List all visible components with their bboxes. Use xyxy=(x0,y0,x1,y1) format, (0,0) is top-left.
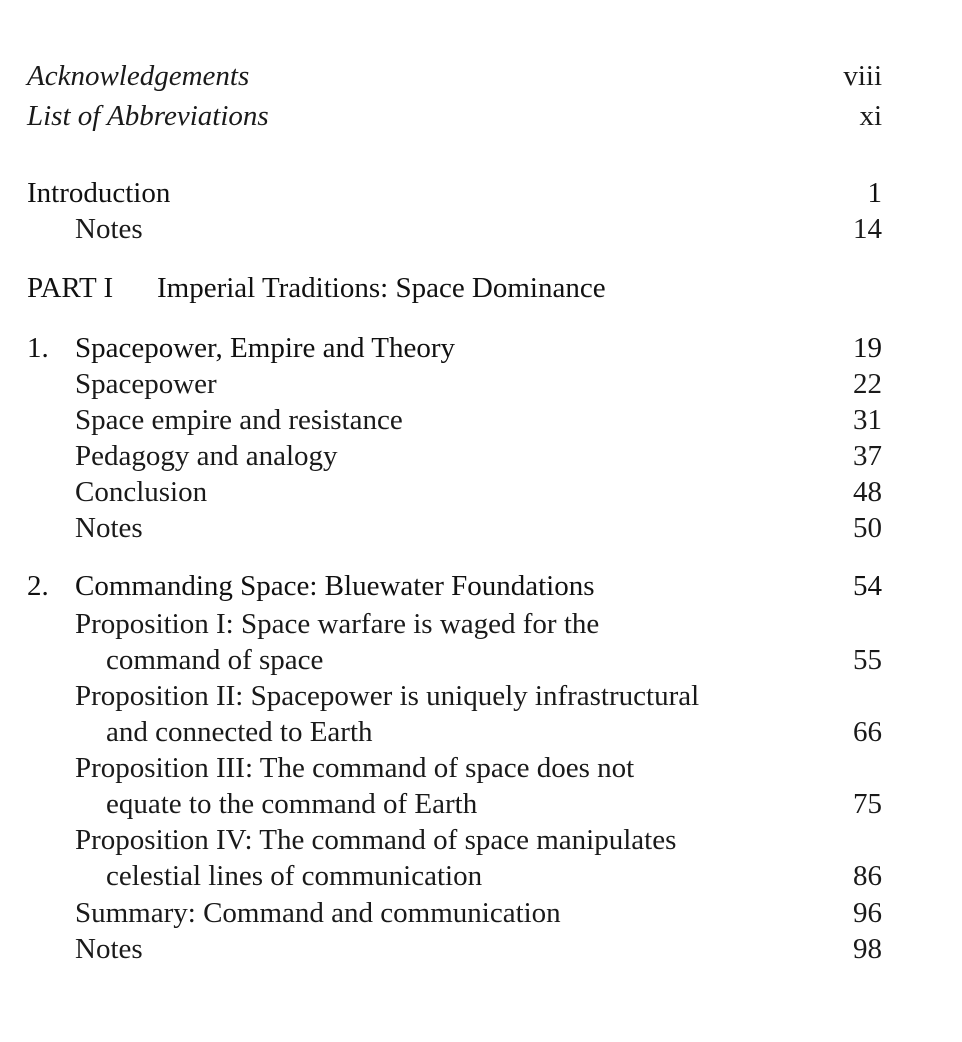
toc-entry-section xyxy=(0,366,962,402)
entry-title-continued: equate to the command of Earth xyxy=(106,788,478,820)
entry-title: Acknowledgements xyxy=(27,60,250,92)
chapter-title: Spacepower, Empire and Theory xyxy=(75,332,456,364)
toc-entry-chapter-1 xyxy=(0,330,962,366)
toc-entry-section xyxy=(0,402,962,438)
toc-entry-section-line2 xyxy=(0,642,962,678)
entry-title: Proposition II: Spacepower is uniquely infrastructural xyxy=(75,680,700,712)
entry-page: viii xyxy=(843,60,882,92)
entry-title: Proposition IV: The command of space manipulates xyxy=(75,824,677,856)
entry-title: Pedagogy and analogy xyxy=(75,440,338,472)
entry-title: Spacepower xyxy=(75,368,217,400)
toc-entry-section xyxy=(0,510,962,546)
part-title: Imperial Traditions: Space Dominance xyxy=(157,272,606,304)
toc-entry-section-line2 xyxy=(0,714,962,750)
toc-entry-section-line1 xyxy=(0,750,962,786)
entry-title: List of Abbreviations xyxy=(27,100,269,132)
part-label: PART I xyxy=(27,272,114,304)
toc-entry-introduction-notes xyxy=(0,211,962,247)
toc-entry-abbreviations xyxy=(0,98,962,134)
entry-page: 96 xyxy=(853,897,882,929)
toc-entry-section xyxy=(0,438,962,474)
part-heading xyxy=(0,270,962,306)
entry-title: Notes xyxy=(75,213,143,245)
entry-title: Proposition III: The command of space does not xyxy=(75,752,635,784)
entry-page: 66 xyxy=(853,716,882,748)
entry-page: 14 xyxy=(853,213,882,245)
chapter-title: Commanding Space: Bluewater Foundations xyxy=(75,570,595,602)
toc-entry-section xyxy=(0,474,962,510)
toc-entry-chapter-2-notes xyxy=(0,931,962,967)
toc-entry-chapter-2 xyxy=(0,568,962,604)
toc-entry-section-line1 xyxy=(0,606,962,642)
entry-title-continued: command of space xyxy=(106,644,324,676)
entry-title: Notes xyxy=(75,512,143,544)
entry-page: 54 xyxy=(853,570,882,602)
entry-page: 31 xyxy=(853,404,882,436)
chapter-number: 2. xyxy=(27,570,49,602)
toc-entry-acknowledgements xyxy=(0,58,962,94)
entry-page: 75 xyxy=(853,788,882,820)
entry-page: 86 xyxy=(853,860,882,892)
chapter-number: 1. xyxy=(27,332,49,364)
entry-page: 98 xyxy=(853,933,882,965)
entry-title-continued: celestial lines of communication xyxy=(106,860,483,892)
entry-title: Notes xyxy=(75,933,143,965)
entry-page: 37 xyxy=(853,440,882,472)
entry-page: xi xyxy=(859,100,882,132)
entry-title-continued: and connected to Earth xyxy=(106,716,373,748)
entry-page: 19 xyxy=(853,332,882,364)
toc-entry-introduction xyxy=(0,175,962,211)
entry-page: 55 xyxy=(853,644,882,676)
entry-title: Conclusion xyxy=(75,476,208,508)
toc-entry-section-line2 xyxy=(0,786,962,822)
entry-title: Space empire and resistance xyxy=(75,404,403,436)
entry-title: Summary: Command and communication xyxy=(75,897,561,929)
toc-entry-section-line2 xyxy=(0,858,962,894)
entry-title: Introduction xyxy=(27,177,171,209)
entry-page: 1 xyxy=(867,177,882,209)
toc-entry-summary xyxy=(0,895,962,931)
toc-entry-section-line1 xyxy=(0,822,962,858)
entry-page: 50 xyxy=(853,512,882,544)
entry-page: 22 xyxy=(853,368,882,400)
entry-title: Proposition I: Space warfare is waged for the xyxy=(75,608,600,640)
toc-entry-section-line1 xyxy=(0,678,962,714)
entry-page: 48 xyxy=(853,476,882,508)
